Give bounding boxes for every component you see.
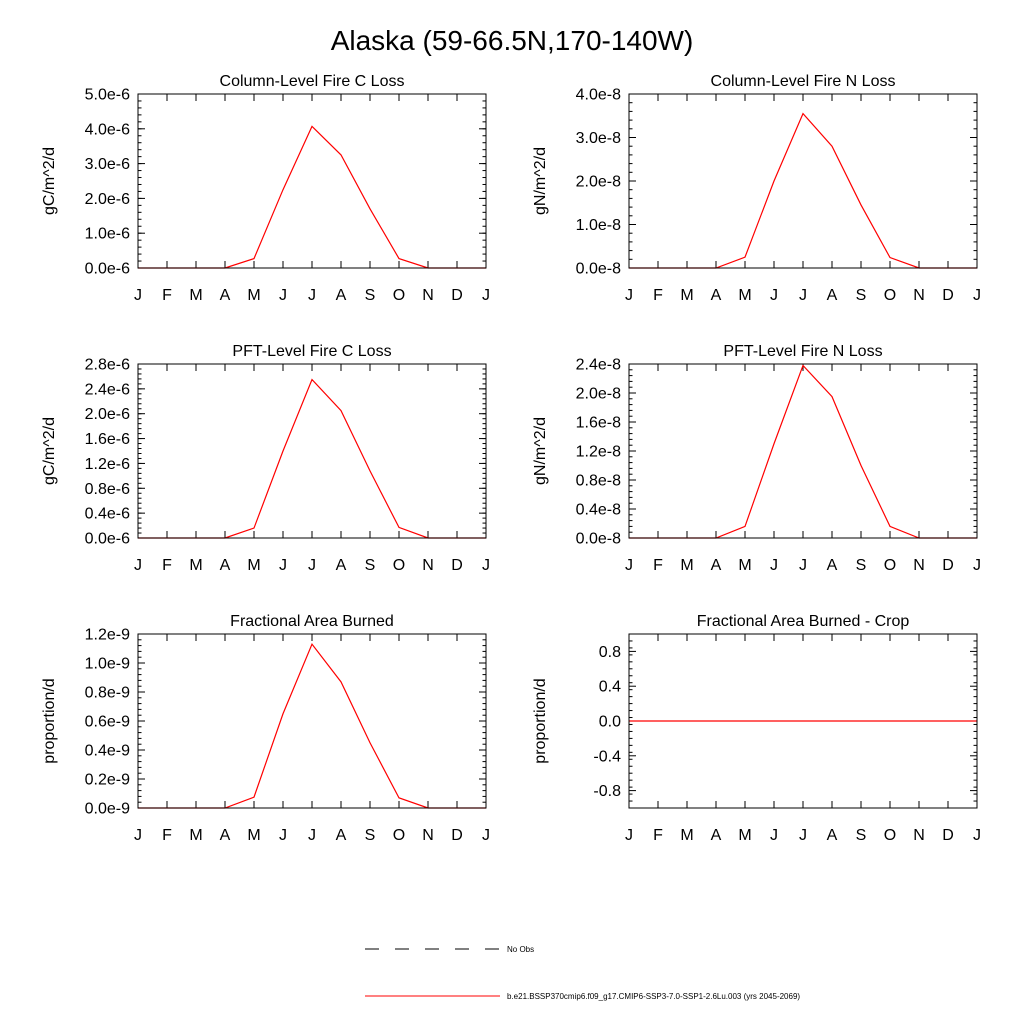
x-tick-label: A bbox=[219, 557, 231, 574]
series-line bbox=[629, 114, 977, 268]
x-tick-label: M bbox=[738, 557, 752, 574]
y-axis-label: proportion/d bbox=[41, 678, 58, 764]
x-tick-label: D bbox=[451, 827, 463, 844]
y-tick-label: -0.4 bbox=[593, 748, 621, 766]
y-tick-label: 2.4e-8 bbox=[575, 356, 621, 374]
x-tick-label: F bbox=[162, 827, 172, 844]
x-tick-label: J bbox=[973, 557, 981, 574]
x-tick-label: N bbox=[913, 827, 925, 844]
series-line bbox=[629, 365, 977, 538]
x-tick-label: A bbox=[335, 557, 347, 574]
plot-frame bbox=[138, 94, 486, 268]
x-tick-label: D bbox=[451, 557, 463, 574]
x-tick-label: F bbox=[162, 557, 172, 574]
y-tick-label: 0.8e-6 bbox=[84, 480, 130, 498]
x-tick-label: M bbox=[680, 557, 694, 574]
x-tick-label: A bbox=[335, 827, 347, 844]
legend-model-label: b.e21.BSSP370cmip6.f09_g17.CMIP6-SSP3-7.0-SSP1-2.6Lu.003 (yrs 2045-2069) bbox=[507, 992, 801, 1001]
y-tick-label: 0.0e-9 bbox=[84, 800, 130, 818]
x-tick-label: S bbox=[364, 557, 376, 574]
y-tick-label: 0.0e-8 bbox=[575, 530, 621, 548]
x-tick-label: M bbox=[247, 557, 261, 574]
plot-frame bbox=[138, 364, 486, 538]
x-tick-label: J bbox=[482, 287, 490, 304]
x-tick-label: O bbox=[392, 287, 406, 304]
x-tick-label: J bbox=[770, 827, 778, 844]
y-axis-label: gN/m^2/d bbox=[532, 147, 549, 215]
x-tick-label: A bbox=[219, 287, 231, 304]
y-tick-label: 3.0e-8 bbox=[575, 130, 621, 147]
x-tick-label: D bbox=[451, 287, 463, 304]
x-tick-label: J bbox=[482, 827, 490, 844]
x-tick-label: O bbox=[392, 557, 406, 574]
y-tick-label: 2.0e-6 bbox=[84, 406, 130, 424]
panel-title: Column-Level Fire N Loss bbox=[710, 73, 896, 90]
x-tick-label: A bbox=[826, 287, 838, 304]
x-tick-label: O bbox=[883, 287, 897, 304]
x-tick-label: M bbox=[189, 557, 203, 574]
y-tick-label: 0.0 bbox=[598, 713, 621, 731]
x-tick-label: J bbox=[799, 557, 807, 574]
x-tick-label: J bbox=[770, 557, 778, 574]
x-tick-label: J bbox=[308, 557, 316, 574]
y-tick-label: 0.6e-9 bbox=[84, 713, 130, 731]
x-tick-label: S bbox=[855, 557, 867, 574]
y-tick-label: 1.6e-8 bbox=[575, 414, 621, 432]
y-tick-label: 1.0e-8 bbox=[575, 217, 621, 234]
y-tick-label: 3.0e-6 bbox=[84, 156, 130, 174]
legend bbox=[365, 945, 800, 1001]
x-tick-label: J bbox=[134, 287, 142, 304]
chart-panels bbox=[41, 73, 981, 844]
y-tick-label: 0.8 bbox=[598, 643, 621, 661]
y-tick-label: 1.0e-9 bbox=[84, 655, 130, 673]
x-tick-label: S bbox=[855, 287, 867, 304]
y-tick-label: 2.0e-8 bbox=[575, 173, 621, 191]
panel-title: PFT-Level Fire N Loss bbox=[723, 343, 883, 360]
x-tick-label: O bbox=[883, 827, 897, 844]
y-tick-label: -0.8 bbox=[593, 783, 621, 801]
panel-3 bbox=[41, 343, 490, 574]
panel-title: Fractional Area Burned - Crop bbox=[696, 613, 910, 630]
x-tick-label: A bbox=[826, 827, 838, 844]
x-tick-label: J bbox=[625, 287, 633, 304]
x-tick-label: M bbox=[680, 287, 694, 304]
x-tick-label: J bbox=[308, 827, 316, 844]
x-tick-label: D bbox=[942, 287, 954, 304]
y-tick-label: 0.2e-9 bbox=[84, 771, 130, 789]
x-tick-label: N bbox=[913, 287, 925, 304]
x-tick-label: O bbox=[392, 827, 406, 844]
y-tick-label: 4.0e-8 bbox=[575, 86, 621, 104]
y-tick-label: 5.0e-6 bbox=[84, 86, 130, 104]
y-axis-label: gN/m^2/d bbox=[532, 417, 549, 485]
x-tick-label: M bbox=[189, 287, 203, 304]
y-tick-label: 2.8e-6 bbox=[84, 356, 130, 374]
y-tick-label: 0.4 bbox=[598, 678, 621, 696]
x-tick-label: A bbox=[826, 557, 838, 574]
panel-1 bbox=[41, 73, 490, 304]
x-tick-label: F bbox=[653, 557, 663, 574]
x-tick-label: F bbox=[162, 287, 172, 304]
x-tick-label: S bbox=[364, 287, 376, 304]
x-tick-label: A bbox=[710, 287, 722, 304]
y-tick-label: 1.6e-6 bbox=[84, 431, 130, 449]
x-tick-label: M bbox=[738, 827, 752, 844]
x-tick-label: D bbox=[942, 557, 954, 574]
x-tick-label: J bbox=[770, 287, 778, 304]
y-tick-label: 0.4e-6 bbox=[84, 505, 130, 523]
x-tick-label: M bbox=[738, 287, 752, 304]
x-tick-label: J bbox=[482, 557, 490, 574]
x-tick-label: J bbox=[134, 827, 142, 844]
y-tick-label: 1.2e-6 bbox=[84, 455, 130, 473]
x-tick-label: O bbox=[883, 557, 897, 574]
x-tick-label: J bbox=[625, 557, 633, 574]
panel-2 bbox=[532, 73, 981, 304]
y-tick-label: 4.0e-6 bbox=[84, 121, 130, 139]
x-tick-label: J bbox=[973, 287, 981, 304]
x-tick-label: S bbox=[364, 827, 376, 844]
panel-title: PFT-Level Fire C Loss bbox=[232, 343, 392, 360]
panel-4 bbox=[532, 343, 981, 574]
y-tick-label: 2.0e-6 bbox=[84, 190, 130, 208]
x-tick-label: F bbox=[653, 287, 663, 304]
x-tick-label: J bbox=[625, 827, 633, 844]
y-tick-label: 0.0e-8 bbox=[575, 260, 621, 278]
y-tick-label: 0.4e-8 bbox=[575, 501, 621, 519]
series-line bbox=[138, 126, 486, 268]
y-tick-label: 1.2e-9 bbox=[84, 626, 130, 644]
y-tick-label: 0.0e-6 bbox=[84, 260, 130, 278]
y-tick-label: 2.4e-6 bbox=[84, 381, 130, 399]
y-tick-label: 1.0e-6 bbox=[84, 225, 130, 243]
x-tick-label: J bbox=[279, 287, 287, 304]
x-tick-label: M bbox=[247, 287, 261, 304]
x-tick-label: N bbox=[422, 287, 434, 304]
y-tick-label: 0.0e-6 bbox=[84, 530, 130, 548]
x-tick-label: J bbox=[799, 287, 807, 304]
panel-6 bbox=[532, 613, 981, 844]
x-tick-label: J bbox=[279, 557, 287, 574]
legend-obs-label: No Obs bbox=[507, 945, 535, 954]
series-line bbox=[138, 380, 486, 538]
y-tick-label: 1.2e-8 bbox=[575, 443, 621, 461]
x-tick-label: M bbox=[680, 827, 694, 844]
y-axis-label: gC/m^2/d bbox=[41, 147, 58, 215]
x-tick-label: A bbox=[710, 827, 722, 844]
x-tick-label: M bbox=[247, 827, 261, 844]
x-tick-label: S bbox=[855, 827, 867, 844]
x-tick-label: J bbox=[799, 827, 807, 844]
plot-frame bbox=[629, 94, 977, 268]
x-tick-label: J bbox=[308, 287, 316, 304]
x-tick-label: J bbox=[279, 827, 287, 844]
y-axis-label: proportion/d bbox=[532, 678, 549, 764]
figure-title: Alaska (59-66.5N,170-140W) bbox=[330, 25, 694, 56]
x-tick-label: N bbox=[422, 557, 434, 574]
plot-frame bbox=[138, 634, 486, 808]
x-tick-label: J bbox=[134, 557, 142, 574]
y-tick-label: 2.0e-8 bbox=[575, 385, 621, 403]
y-tick-label: 0.8e-9 bbox=[84, 684, 130, 702]
x-tick-label: J bbox=[973, 827, 981, 844]
x-tick-label: A bbox=[219, 827, 231, 844]
x-tick-label: N bbox=[913, 557, 925, 574]
series-line bbox=[138, 644, 486, 808]
y-axis-label: gC/m^2/d bbox=[41, 417, 58, 485]
y-tick-label: 0.4e-9 bbox=[84, 742, 130, 760]
x-tick-label: N bbox=[422, 827, 434, 844]
panel-title: Column-Level Fire C Loss bbox=[219, 73, 405, 90]
x-tick-label: M bbox=[189, 827, 203, 844]
x-tick-label: D bbox=[942, 827, 954, 844]
x-tick-label: F bbox=[653, 827, 663, 844]
x-tick-label: A bbox=[335, 287, 347, 304]
x-tick-label: A bbox=[710, 557, 722, 574]
panel-5 bbox=[41, 613, 490, 844]
y-tick-label: 0.8e-8 bbox=[575, 472, 621, 490]
plot-frame bbox=[629, 364, 977, 538]
panel-title: Fractional Area Burned bbox=[230, 613, 394, 630]
